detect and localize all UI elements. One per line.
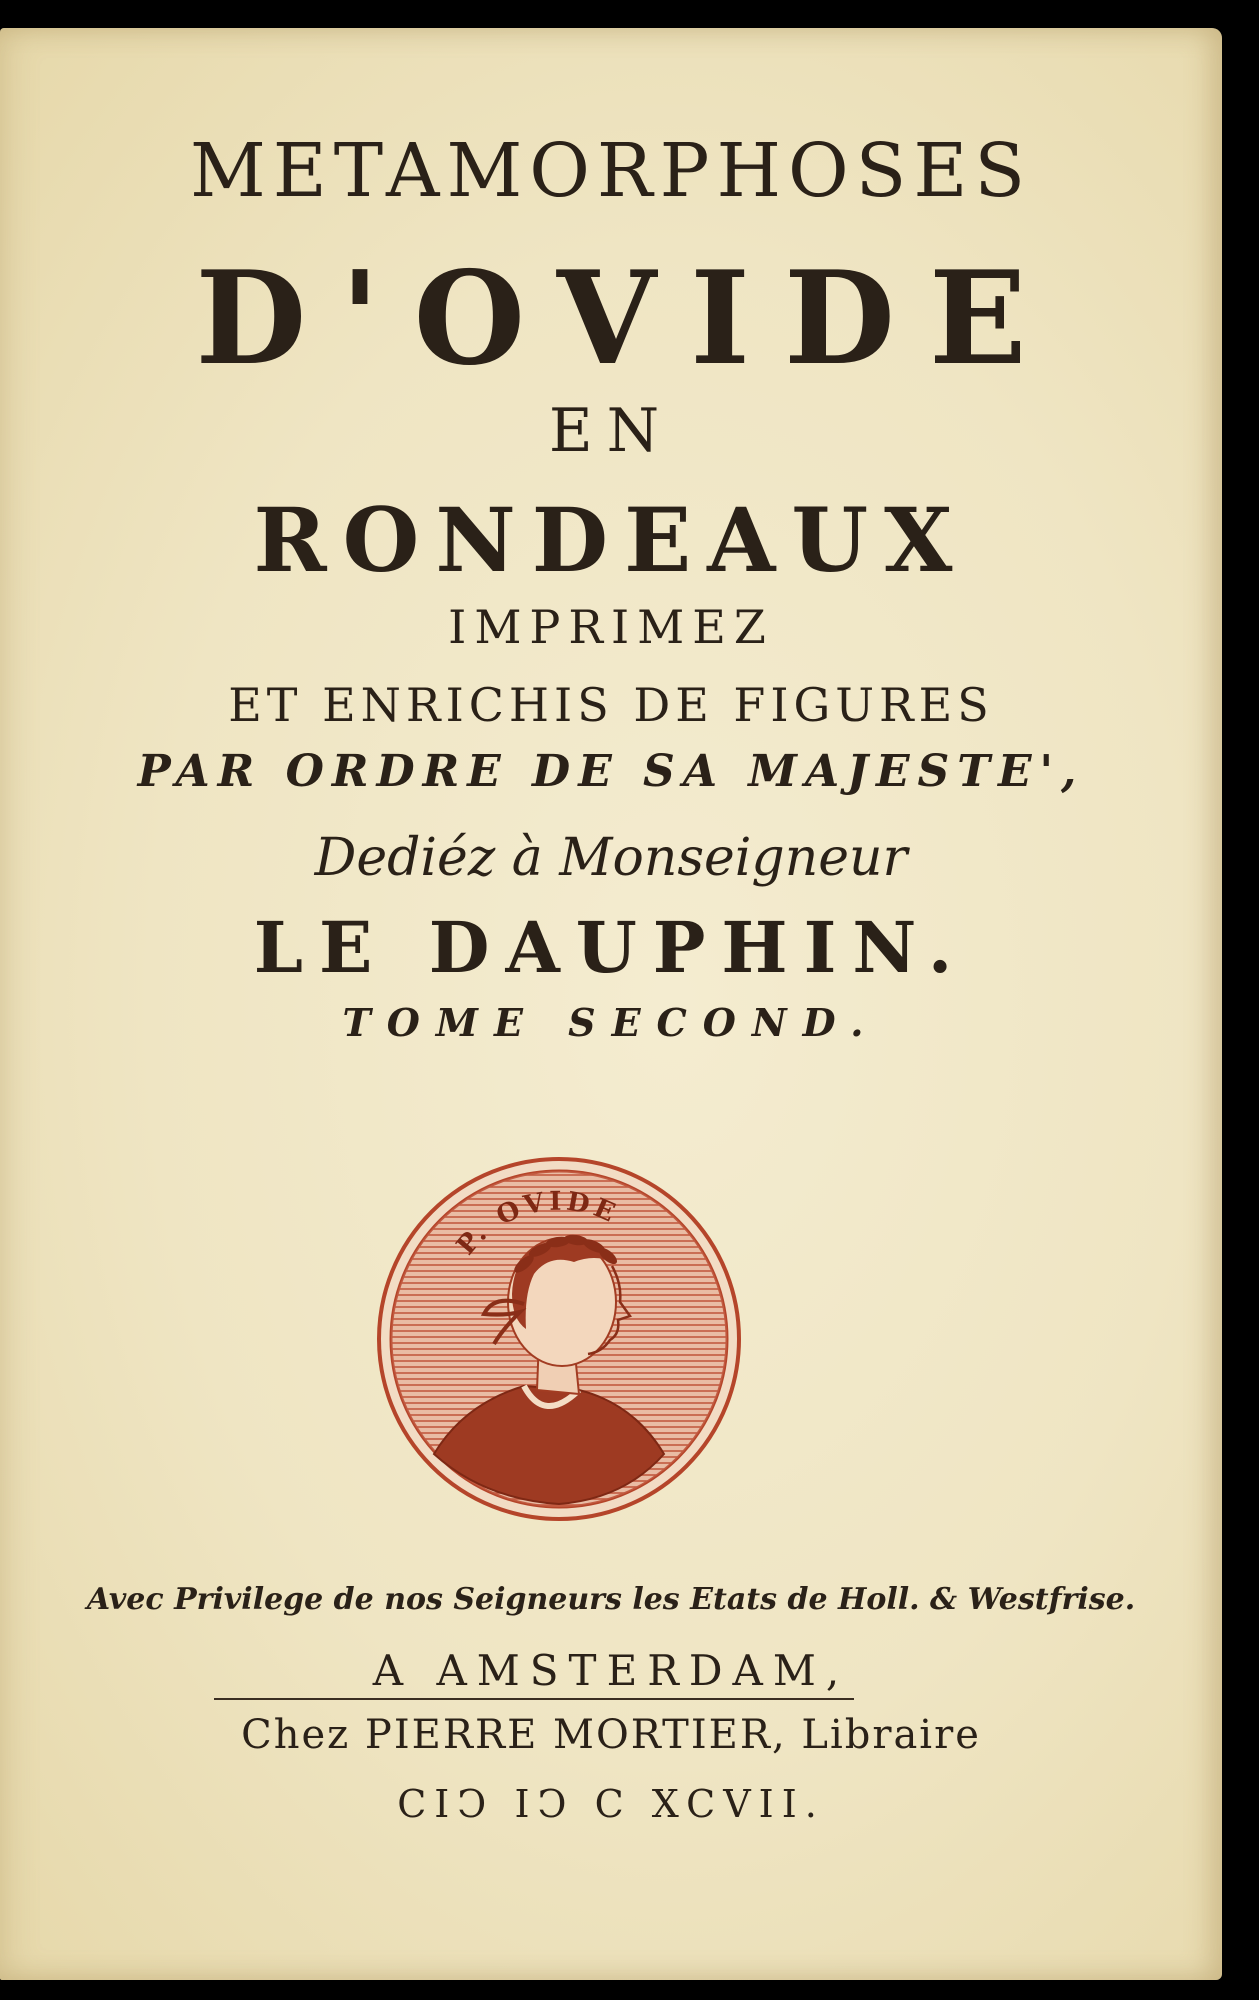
ovid-portrait-medallion [374, 1154, 744, 1524]
privilege-notice: Avec Privilege de nos Seigneurs les Etats de Holl. & Westfrise. [86, 1582, 1136, 1617]
title-dovide: D'OVIDE [195, 244, 1061, 394]
dedication: Dediéz à Monseigneur [314, 828, 908, 888]
title-page [0, 28, 1222, 1980]
subtitle-enrichis: ET ENRICHIS DE FIGURES [228, 678, 994, 732]
title-metamorphoses: METAMORPHOSES [189, 128, 1033, 214]
imprint-publisher: Chez PIERRE MORTIER, Libraire [241, 1712, 981, 1758]
dedicatee: LE DAUPHIN. [253, 906, 969, 989]
subtitle-imprimez: IMPRIMEZ [448, 600, 774, 654]
title-en: EN [548, 396, 674, 466]
volume-number: TOME SECOND. [342, 1000, 880, 1045]
imprint-rule [214, 1698, 854, 1700]
title-rondeaux: RONDEAUX [253, 488, 969, 592]
subtitle-ordre: PAR ORDRE DE SA MAJESTE', [137, 746, 1085, 797]
imprint-date: CIↃ IↃ C XCVII. [397, 1782, 825, 1826]
imprint-city: A AMSTERDAM, [372, 1646, 850, 1695]
medallion-inscription: P. OVIDE [451, 1186, 623, 1261]
